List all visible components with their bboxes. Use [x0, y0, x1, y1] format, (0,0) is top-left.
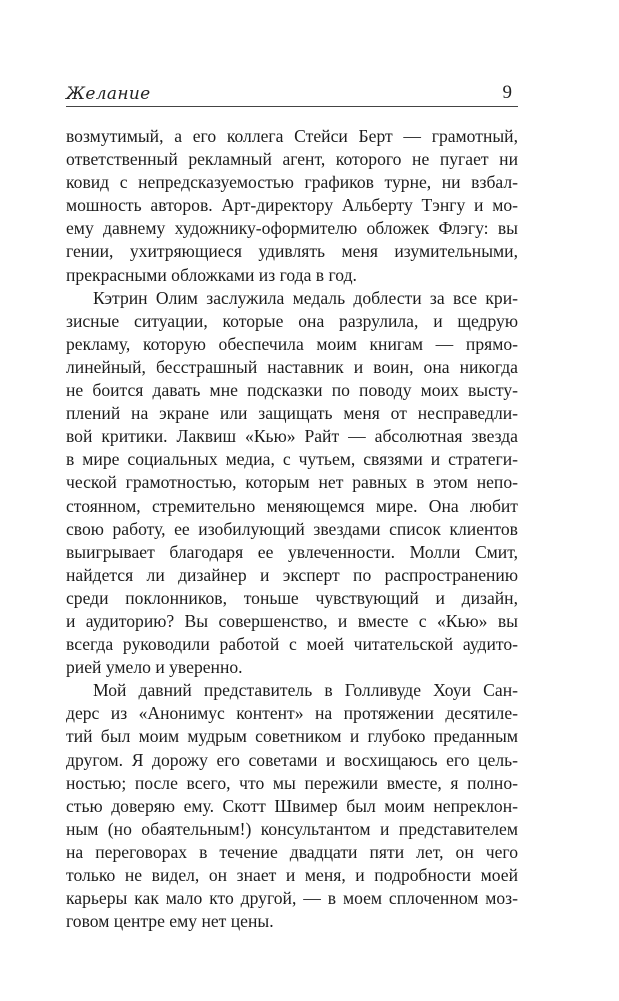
text-line: ему давнему художнику-оформителю обложек Флэгу: вы — [66, 218, 518, 239]
text-line: вой критики. Лаквиш «Кью» Райт — абсолютная звезда — [66, 426, 518, 447]
text-line: дерс из «Анонимус контент» на протяжении десятиле- — [66, 703, 518, 724]
text-line: только не видел, он знает и меня, и подробности моей — [66, 865, 518, 885]
running-header — [66, 84, 518, 107]
text-line: стью доверяю ему. Скотт Швимер был моим непреклон- — [66, 795, 518, 816]
text-line: на переговорах в течение двадцати пяти лет, он чего — [66, 841, 518, 862]
running-title: Желание — [66, 84, 151, 104]
text-line: ответственный рекламный агент, которого не пугает ни — [66, 149, 518, 170]
text-line: среди поклонников, тоньше чувствующий и дизайн, — [66, 587, 518, 608]
text-line: стоянном, стремительно меняющемся мире. Она любит — [66, 495, 518, 516]
text-line: в мире социальных медиа, с чутьем, связями и стратеги- — [66, 449, 518, 470]
page-number: 9 — [502, 82, 512, 103]
text-line: карьеры как мало кто другой, — в моем сплоченном моз- — [66, 888, 518, 909]
text-line: ным (но обаятельным!) консультантом и представителем — [66, 818, 518, 839]
text-line: ковид с непредсказуемостью графиков турне, ни взбал- — [66, 172, 518, 193]
text-line: зисные ситуации, которые она разрулила, и щедрую — [66, 310, 518, 331]
text-line: прекрасными обложками из года в год. — [66, 264, 357, 285]
text-line: не боится давать мне подсказки по поводу моих высту- — [66, 380, 518, 401]
text-line: ческой грамотностью, которым нет равных в этом непо- — [66, 472, 518, 493]
paragraph — [66, 679, 518, 933]
text-line: линейный, бесстрашный наставник и воин, она никогда — [66, 356, 518, 377]
text-line: Кэтрин Олим заслужила медаль доблести за все кри- — [93, 287, 518, 308]
text-line: Мой давний представитель в Голливуде Хоуи Сан- — [93, 680, 518, 701]
text-line: плений на экране или защищать меня от несправедли- — [66, 403, 518, 424]
text-line: гении, ухитряющиеся удивлять меня изумительными, — [66, 241, 518, 262]
text-line: рией умело и уверенно. — [66, 657, 243, 678]
text-line: рекламу, которую обеспечила моим книгам — прямо- — [66, 333, 518, 354]
text-line: другом. Я дорожу его советами и восхищаюсь его цель- — [66, 749, 518, 770]
text-line: ностью; после всего, что мы пережили вместе, я полно- — [66, 772, 518, 793]
text-line: говом центре ему нет цены. — [66, 911, 274, 932]
text-line: всегда руководили работой с моей читательской аудито- — [66, 634, 518, 655]
text-line: свою работу, ее изобилующий звездами список клиентов — [66, 518, 518, 539]
text-line: возмутимый, а его коллега Стейси Берт — грамотный, — [66, 126, 518, 146]
body-text — [66, 125, 518, 933]
paragraph — [66, 287, 518, 680]
text-line: мошность авторов. Арт-директору Альберту Тэнгу и мо- — [66, 195, 518, 216]
text-line: найдется ли дизайнер и эксперт по распространению — [66, 564, 518, 585]
text-line: и аудиторию? Вы совершенство, и вместе с «Кью» вы — [66, 610, 518, 631]
paragraph — [66, 125, 518, 287]
text-line: тий был моим мудрым советником и глубоко преданным — [66, 726, 518, 747]
text-line: выигрывает благодаря ее увлеченности. Молли Смит, — [66, 541, 518, 562]
